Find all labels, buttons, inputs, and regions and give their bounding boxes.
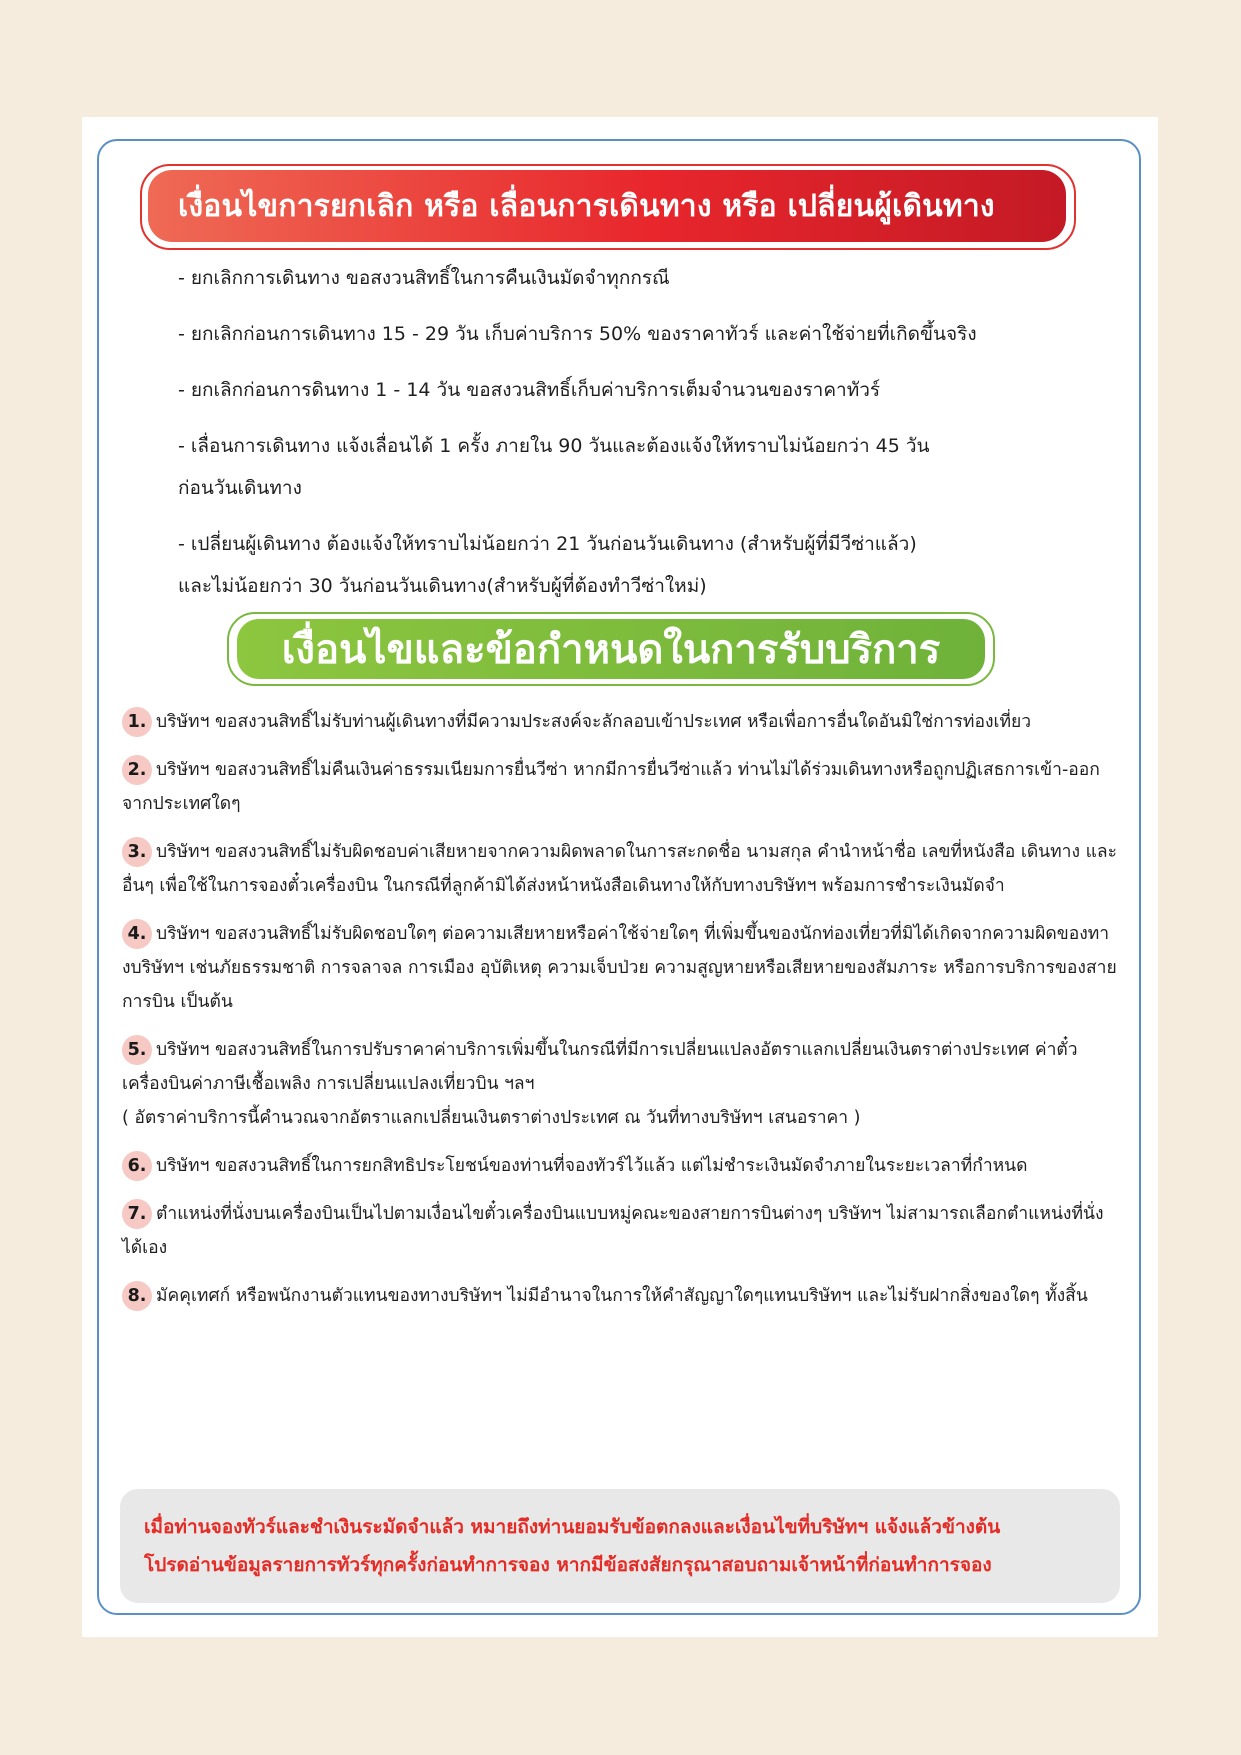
booking-notice-box xyxy=(120,1489,1120,1603)
notice-line-2: โปรดอ่านข้อมูลรายการทัวร์ทุกครั้งก่อนทำการจอง หากมีข้อสงสัยกรุณาสอบถามเจ้าหน้าที่ก่อนทำการจอง xyxy=(144,1554,992,1576)
cancel-item-4: - เลื่อนการเดินทาง แจ้งเลื่อนได้ 1 ครั้ง ภายใน 90 วันและต้องแจ้งให้ทราบไม่น้อยกว่า 45 วัน xyxy=(178,435,930,457)
cancel-conditions-list xyxy=(178,257,1098,607)
cancel-section-banner xyxy=(148,170,1066,242)
cancel-section-title: เงื่อนไขการยกเลิก หรือ เลื่อนการเดินทาง หรือ เปลี่ยนผู้เดินทาง xyxy=(178,188,995,224)
cancel-item-2: - ยกเลิกก่อนการเดินทาง 15 - 29 วัน เก็บค่าบริการ 50% ของราคาทัวร์ และค่าใช้จ่ายที่เกิดขึ้นจริง xyxy=(178,323,977,345)
term-item-8 xyxy=(122,1279,1122,1313)
cancel-item-5: - เปลี่ยนผู้เดินทาง ต้องแจ้งให้ทราบไม่น้อยกว่า 21 วันก่อนวันเดินทาง (สำหรับผู้ที่มีวีซ่าแล้ว) xyxy=(178,533,917,555)
term-text: บริษัทฯ ขอสงวนสิทธิ์ไม่รับท่านผู้เดินทางที่มีความประสงค์จะลักลอบเข้าประเทศ หรือเพื่อการอื่นใดอันมิใช่การท่องเที่ยว xyxy=(156,712,1032,732)
cancel-item-3: - ยกเลิกก่อนการดินทาง 1 - 14 วัน ขอสงวนสิทธิ์เก็บค่าบริการเต็มจำนวนของราคาทัวร์ xyxy=(178,379,881,401)
cancel-item-1: - ยกเลิกการเดินทาง ขอสงวนสิทธิ์ในการคืนเงินมัดจำทุกกรณี xyxy=(178,267,670,289)
term-text: บริษัทฯ ขอสงวนสิทธิ์ในการยกสิทธิประโยชน์ของท่านที่จองทัวร์ไว้แล้ว แต่ไม่ชำระเงินมัดจำภายในระยะเวลาที่กำหนด xyxy=(156,1156,1028,1176)
term-number-badge: 2. xyxy=(122,755,152,785)
terms-section-title: เงื่อนไขและข้อกำหนดในการรับบริการ xyxy=(281,627,941,673)
term-item-3 xyxy=(122,835,1122,903)
term-text: บริษัทฯ ขอสงวนสิทธิ์ในการปรับราคาค่าบริการเพิ่มขึ้นในกรณีที่มีการเปลี่ยนแปลงอัตราแลกเปลี่ยนเงินตราต่างประเทศ ค่าตั๋วเครื่องบินค่าภาษีเชื้อเพลิง การเปลี่ยนแปลงเที่ยวบิน ฯลฯ xyxy=(122,1040,1078,1094)
term-text: ตำแหน่งที่นั่งบนเครื่องบินเป็นไปตามเงื่อนไขตั๋วเครื่องบินแบบหมู่คณะของสายการบินต่างๆ บริษัทฯ ไม่สามารถเลือกตำแหน่งที่นั่งได้เอง xyxy=(122,1204,1104,1258)
term-text: บริษัทฯ ขอสงวนสิทธิ์ไม่รับผิดชอบค่าเสียหายจากความผิดพลาดในการสะกดชื่อ นามสกุล คำนำหน้าชื่อ เลขที่หนังสือ เดินทาง และอื่นๆ เพื่อใช้ในการจองตั๋วเครื่องบิน ในกรณีที่ลูกค้ามิได้ส่งหน้าหนังสือเดินทางให้กับทางบริษัทฯ พร้อมการชำระเงินมัดจำ xyxy=(122,842,1118,896)
term-text: บริษัทฯ ขอสงวนสิทธิ์ไม่คืนเงินค่าธรรมเนียมการยื่นวีซ่า หากมีการยื่นวีซ่าแล้ว ท่านไม่ได้ร่วมเดินทางหรือถูกปฏิเสธการเข้า-ออกจากประเทศใดๆ xyxy=(122,760,1100,814)
notice-line-1: เมื่อท่านจองทัวร์และชำเงินระมัดจำแล้ว หมายถึงท่านยอมรับข้อตกลงและเงื่อนไขที่บริษัทฯ แจ้งแล้วข้างต้น xyxy=(144,1516,1001,1538)
cancel-item-4-cont: ก่อนวันเดินทาง xyxy=(178,477,302,499)
term-number-badge: 4. xyxy=(122,919,152,949)
term-number-badge: 5. xyxy=(122,1035,152,1065)
term-item-1 xyxy=(122,705,1122,739)
document-page xyxy=(82,117,1158,1637)
term-item-2 xyxy=(122,753,1122,821)
term-item-6 xyxy=(122,1149,1122,1183)
term-item-7 xyxy=(122,1197,1122,1265)
term-number-badge: 1. xyxy=(122,707,152,737)
term-number-badge: 3. xyxy=(122,837,152,867)
term-text: บริษัทฯ ขอสงวนสิทธิ์ไม่รับผิดชอบใดๆ ต่อความเสียหายหรือค่าใช้จ่ายใดๆ ที่เพิ่มขึ้นของนักท่องเที่ยวที่มิได้เกิดจากความผิดของทางบริษัทฯ เช่นภัยธรรมชาติ การจลาจล การเมือง อุบัติเหตุ ความเจ็บป่วย ความสูญหายหรือเสียหายของสัมภาระ หรือการบริการของสายการบิน เป็นต้น xyxy=(122,924,1117,1012)
term-number-badge: 8. xyxy=(122,1281,152,1311)
terms-list xyxy=(122,705,1122,1327)
exchange-rate-note: ( อัตราค่าบริการนี้คำนวณจากอัตราแลกเปลี่ยนเงินตราต่างประเทศ ณ วันที่ทางบริษัทฯ เสนอราคา ) xyxy=(122,1108,861,1128)
cancel-item-5-cont: และไม่น้อยกว่า 30 วันก่อนวันเดินทาง(สำหรับผู้ที่ต้องทำวีซ่าใหม่) xyxy=(178,575,707,597)
term-number-badge: 6. xyxy=(122,1151,152,1181)
term-number-badge: 7. xyxy=(122,1199,152,1229)
term-item-4 xyxy=(122,917,1122,1019)
term-text: มัคคุเทศก์ หรือพนักงานตัวแทนของทางบริษัทฯ ไม่มีอำนาจในการให้คำสัญญาใดๆแทนบริษัทฯ และไม่รับฝากสิ่งของใดๆ ทั้งสิ้น xyxy=(156,1286,1088,1306)
terms-section-banner xyxy=(237,619,985,679)
term-item-5 xyxy=(122,1033,1122,1101)
